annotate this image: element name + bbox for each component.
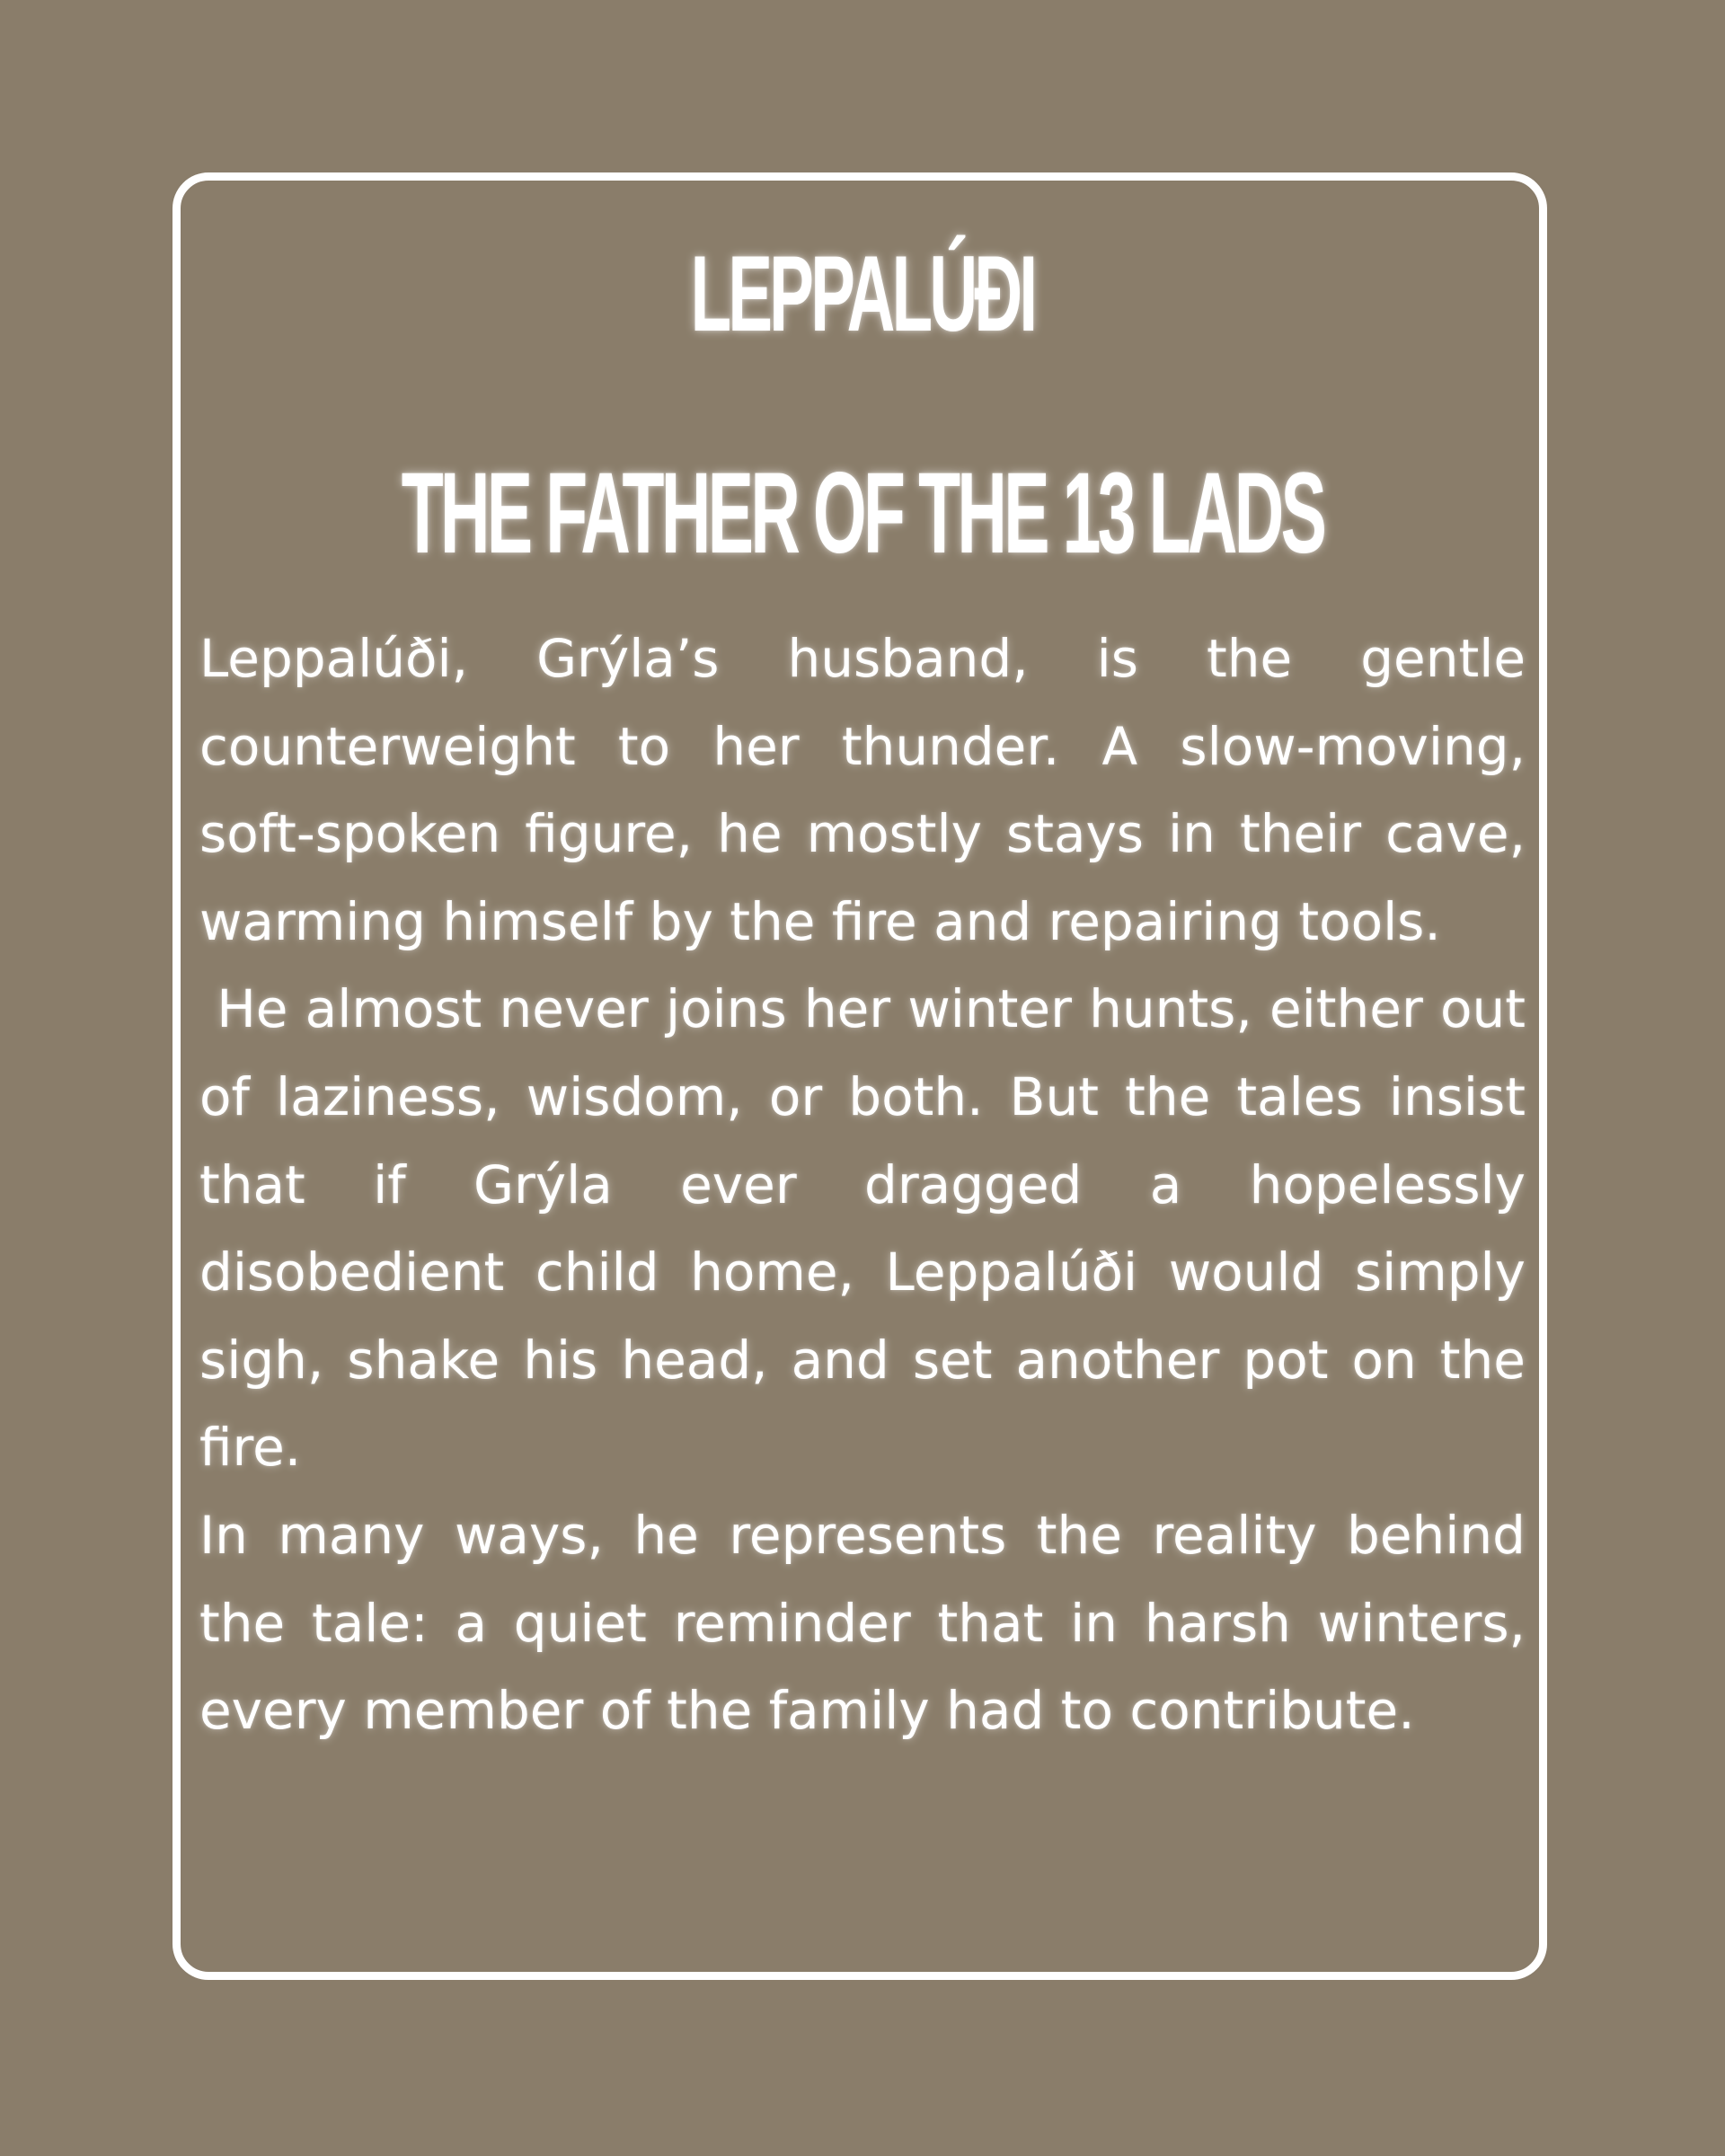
page-title: LEPPALÚÐI: [690, 234, 1035, 354]
paragraph-1: Leppalúði, Grýla’s husband, is the gentle counterweight to her thunder. A slow-moving, soft-spoken figure, he mostly stays in their cave, warming himself by the fire and repairing tools.: [199, 628, 1526, 952]
paragraph-2: He almost never joins her winter hunts, either out of laziness, wisdom, or both. But the tales insist that if Grýla ever dragged a hopelessly disobedient child home, Leppalúði would simply sigh, shake his head, and set another pot on the fire.: [199, 978, 1526, 1479]
page-subtitle: THE FATHER OF THE 13 LADS: [401, 449, 1324, 578]
body-text: [199, 615, 1526, 1755]
paragraph-3: In many ways, he represents the reality behind the tale: a quiet reminder that in harsh winters, every member of the family had to contribute.: [199, 1504, 1526, 1742]
